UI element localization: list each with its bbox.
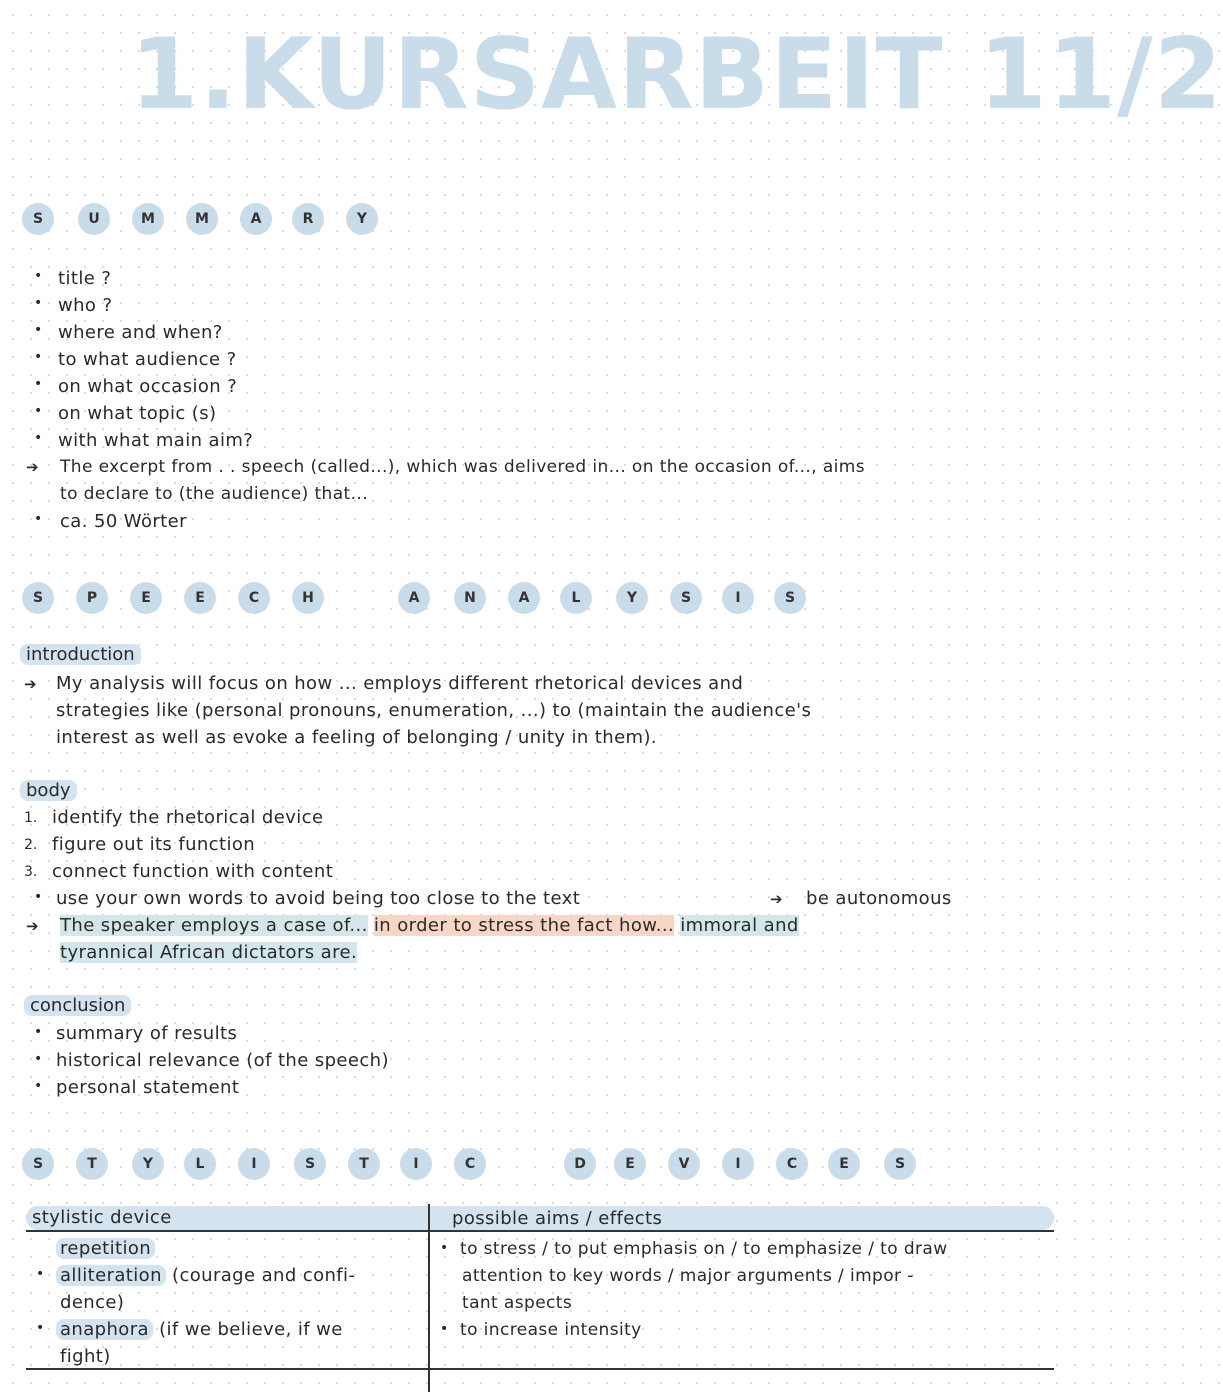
device-name [56,1319,343,1340]
heading-letter: A [240,203,272,235]
conclusion-item: personal statement [56,1077,240,1098]
effect-text: to stress / to put emphasis on / to emphasize / to draw [460,1239,948,1259]
word-count: ca. 50 Wörter [60,511,187,532]
conclusion-item: historical relevance (of the speech) [56,1050,389,1071]
heading-letter: I [722,1148,754,1180]
heading-letter: S [22,1148,54,1180]
page-title: 1.KURSARBEIT 11/2 [130,18,1223,132]
step-number: 2. [24,837,38,853]
bullet-icon: • [34,403,43,419]
heading-letter: C [454,1148,486,1180]
heading-letter: E [828,1148,860,1180]
device-alliteration: alliteration [56,1265,166,1286]
heading-letter: S [884,1148,916,1180]
example-sentence-cont [60,942,357,963]
col-header-device: stylistic device [32,1207,172,1228]
effect-text: tant aspects [462,1293,573,1313]
body-step: figure out its function [52,834,256,855]
body-step: connect function with content [52,861,334,882]
device-anaphora: anaphora [56,1319,153,1340]
conclusion-item: summary of results [56,1023,238,1044]
heading-letter: L [560,582,592,614]
heading-letter: Y [616,582,648,614]
arrow-right-icon: ➔ [770,890,783,908]
bullet-icon: • [36,1266,45,1282]
intro-line: strategies like (personal pronouns, enumeration, ...) to (maintain the audience's [56,700,812,721]
effect-text: to increase intensity [460,1320,642,1340]
bullet-icon: • [34,322,43,338]
summary-item: on what occasion ? [58,376,238,397]
step-number: 1. [24,810,38,826]
heading-letter: S [22,582,54,614]
heading-letter: P [76,582,108,614]
device-example-cont: dence) [60,1292,125,1313]
bullet-icon: • [34,1051,43,1067]
arrow-right-icon: ➔ [26,917,39,935]
col-header-effect: possible aims / effects [452,1208,663,1229]
example-part-d: tyrannical African dictators are. [60,942,358,963]
bullet-icon: • [34,1024,43,1040]
heading-letter: Y [346,203,378,235]
device-example-cont: fight) [60,1346,111,1367]
bullet-icon: • [34,349,43,365]
heading-letter: N [454,582,486,614]
heading-letter: L [184,1148,216,1180]
heading-letter: I [722,582,754,614]
bullet-icon: • [34,295,43,311]
summary-heading [22,203,422,237]
device-name [56,1238,155,1259]
stylistic-devices-heading [22,1148,922,1182]
summary-item: where and when? [58,322,223,343]
body-step: identify the rhetorical device [52,807,324,828]
effect-text: attention to key words / major arguments / impor - [462,1266,914,1286]
speech-analysis-heading [22,582,822,616]
table-header-rule [26,1230,1054,1232]
heading-letter: D [564,1148,596,1180]
heading-letter: M [186,203,218,235]
bullet-icon: • [440,1240,449,1256]
summary-template-line: The excerpt from . . speech (called...), which was delivered in... on the occasion of..., aims [60,457,865,477]
bullet-icon: • [440,1321,449,1337]
table-bottom-rule [26,1368,1054,1370]
summary-item: title ? [58,268,112,289]
arrow-right-icon: ➔ [26,458,39,476]
heading-letter: C [238,582,270,614]
heading-letter: E [614,1148,646,1180]
summary-item: who ? [58,295,113,316]
intro-line: interest as well as evoke a feeling of belonging / unity in them). [56,727,658,748]
summary-item: on what topic (s) [58,403,217,424]
heading-letter: T [348,1148,380,1180]
heading-letter: S [670,582,702,614]
heading-letter: H [292,582,324,614]
summary-item: with what main aim? [58,430,254,451]
example-part-c: immoral and [680,915,799,936]
example-part-b: in order to stress the fact how... [373,915,675,936]
heading-letter: A [508,582,540,614]
heading-letter: I [238,1148,270,1180]
bullet-icon: • [34,376,43,392]
bullet-icon: • [34,268,43,284]
heading-letter: T [76,1148,108,1180]
summary-item: to what audience ? [58,349,237,370]
bullet-icon: • [36,1320,45,1336]
device-repetition: repetition [56,1238,155,1259]
own-words-tip: use your own words to avoid being too close to the text [56,888,581,909]
heading-letter: S [774,582,806,614]
bullet-icon: • [34,430,43,446]
device-name [56,1265,355,1286]
heading-letter: Y [132,1148,164,1180]
introduction-label: introduction [20,644,141,665]
step-number: 3. [24,864,38,880]
heading-letter: C [776,1148,808,1180]
conclusion-label: conclusion [24,995,131,1016]
heading-letter: S [22,203,54,235]
heading-letter: R [292,203,324,235]
device-example: (if we believe, if we [159,1319,343,1340]
table-column-divider [428,1204,430,1392]
heading-letter: S [294,1148,326,1180]
heading-letter: A [398,582,430,614]
example-part-a: The speaker employs a case of... [60,915,368,936]
heading-letter: E [130,582,162,614]
heading-letter: M [132,203,164,235]
body-label: body [20,780,77,801]
heading-letter: V [668,1148,700,1180]
bullet-icon: • [34,1078,43,1094]
heading-letter: E [184,582,216,614]
bullet-icon: • [34,889,43,905]
autonomous-tip: be autonomous [806,888,952,909]
intro-line: My analysis will focus on how ... employs different rhetorical devices and [56,673,744,694]
arrow-right-icon: ➔ [24,675,37,693]
summary-template-line: to declare to (the audience) that... [60,484,369,504]
heading-letter: U [78,203,110,235]
heading-letter: I [400,1148,432,1180]
device-example: (courage and confi- [172,1265,356,1286]
example-sentence [60,915,799,936]
bullet-icon: • [34,511,43,527]
